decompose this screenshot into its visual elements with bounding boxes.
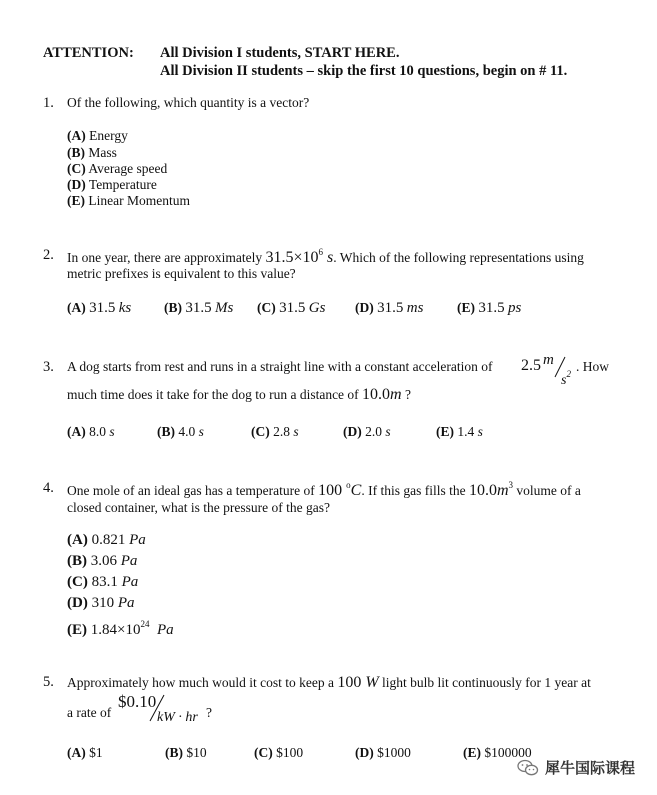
q5-option-e: (E) $100000 [463, 745, 532, 760]
q4-volume: $10.0m^3$ [468, 480, 514, 499]
q4-option-e: (E) $1.84\times 10^{24}$ Pa [67, 619, 174, 638]
q2-option-e: (E) 31.5 ps [457, 300, 522, 316]
watermark [517, 757, 635, 778]
q2-option-b: (B) 31.5 Ms [164, 300, 234, 316]
q3-option-e: (E) 1.4 s [436, 424, 483, 439]
attention-line-1: All Division I students, START HERE. [160, 45, 400, 61]
q1-text: Of the following, which quantity is a vector? [67, 95, 310, 110]
q2-seconds-value: $31.5\times 10^6$ s [265, 247, 334, 266]
q2-option-a: (A) 31.5 ks [67, 300, 132, 316]
q2-option-c: (C) 31.5 Gs [257, 300, 326, 316]
q5-question-mark: ? [206, 705, 212, 720]
q4-text-line-1: One mole of an ideal gas has a temperature of 100 $^o$C. If this gas fills the $10.0m^3$ volume of a [67, 480, 581, 499]
q5-rate-numerator: $0.10 [118, 692, 157, 711]
q3-acceleration-den: $s^2$ [561, 369, 571, 388]
watermark-text: 犀牛国际课程 [544, 759, 635, 777]
q4-number: 4. [43, 480, 54, 496]
q3-option-c: (C) 2.8 s [251, 424, 299, 439]
q5-option-b: (B) $10 [165, 745, 207, 760]
q3-text-line-2: much time does it take for the dog to run a distance of 10.0m ? [67, 386, 411, 403]
q5-option-c: (C) $100 [254, 745, 304, 760]
q3-number: 3. [43, 359, 54, 375]
q3-acceleration-num: m [543, 352, 554, 368]
q5-text-line-2: a rate of [67, 705, 112, 720]
q1-option-b: (B) Mass [67, 145, 117, 160]
q4-text-line-2: closed container, what is the pressure of the gas? [67, 500, 330, 515]
q4-option-c: (C) 83.1 Pa [67, 574, 139, 590]
q4-option-d: (D) 310 Pa [67, 595, 135, 611]
q3-option-a: (A) 8.0 s [67, 424, 115, 439]
q3-option-d: (D) 2.0 s [343, 424, 391, 439]
q1-option-c: (C) Average speed [67, 161, 168, 176]
q2-option-d: (D) 31.5 ms [355, 300, 424, 316]
q2-text-line-1: In one year, there are approximately $31.5\times 10^6$ s. Which of the following representations using [67, 247, 584, 266]
q5-rate-denominator: kW · hr [157, 710, 198, 725]
q1-option-d: (D) Temperature [67, 177, 157, 192]
q3-acceleration-value: 2.5 [521, 357, 541, 374]
wechat-icon [517, 759, 539, 777]
q2-text-line-2: metric prefixes is equivalent to this value? [67, 266, 296, 281]
q4-option-a: (A) 0.821 Pa [67, 532, 146, 548]
q4-option-b: (B) 3.06 Pa [67, 553, 138, 569]
q5-number: 5. [43, 674, 54, 690]
q5-option-a: (A) $1 [67, 745, 103, 760]
attention-label: ATTENTION: [43, 45, 134, 61]
q3-option-b: (B) 4.0 s [157, 424, 204, 439]
q5-option-d: (D) $1000 [355, 745, 411, 760]
q1-option-a: (A) Energy [67, 128, 128, 143]
q1-option-e: (E) Linear Momentum [67, 193, 190, 208]
q3-text-how: . How [576, 359, 609, 374]
q2-number: 2. [43, 247, 54, 263]
attention-line-2: All Division II students – skip the first 10 questions, begin on # 11. [160, 63, 568, 79]
q5-text-line-1: Approximately how much would it cost to keep a 100 W light bulb lit continuously for 1 year at [67, 674, 591, 691]
q3-text-line-1: A dog starts from rest and runs in a straight line with a constant acceleration of [67, 359, 493, 374]
q1-number: 1. [43, 95, 54, 111]
q4-temperature: 100 $^o$C [318, 480, 362, 499]
